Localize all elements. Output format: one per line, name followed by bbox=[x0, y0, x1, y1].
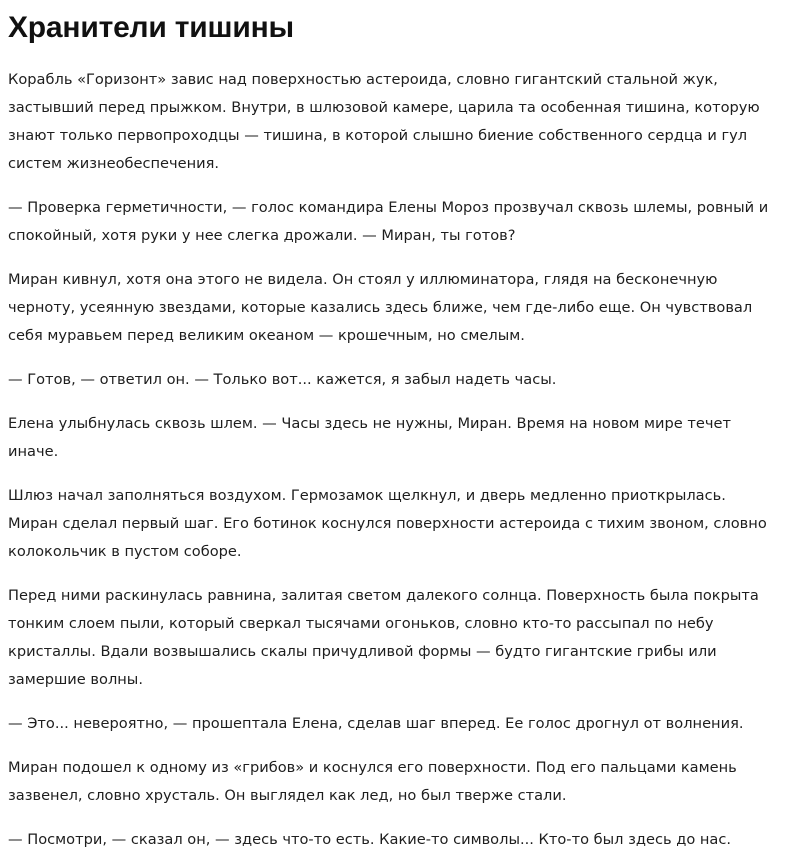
paragraph: Елена улыбнулась сквозь шлем. — Часы здесь не нужны, Миран. Время на новом мире течет иначе. bbox=[8, 415, 731, 460]
paragraph: — Готов, — ответил он. — Только вот... кажется, я забыл надеть часы. bbox=[8, 371, 557, 388]
paragraph: Миран кивнул, хотя она этого не видела. Он стоял у иллюминатора, глядя на бесконечную черноту, усеянную звездами, которые казались здесь ближе, чем где-либо еще. Он чувствовал себя муравьем перед великим океаном — крошечным, но смелым. bbox=[8, 271, 753, 344]
article-title: Хранители тишины bbox=[8, 11, 294, 44]
paragraph: — Посмотри, — сказал он, — здесь что-то есть. Какие-то символы... Кто-то был здесь до нас. bbox=[8, 831, 732, 848]
paragraph: Корабль «Горизонт» завис над поверхностью астероида, словно гигантский стальной жук, застывший перед прыжком. Внутри, в шлюзовой камере, царила та особенная тишина, которую знают только первопроходцы — тишина, в которой слышно биение собственного сердца и гул систем жизнеобеспечения. bbox=[8, 71, 760, 172]
article bbox=[8, 0, 778, 854]
paragraph: — Это... невероятно, — прошептала Елена, сделав шаг вперед. Ее голос дрогнул от волнения. bbox=[8, 715, 744, 732]
paragraph: Миран подошел к одному из «грибов» и коснулся его поверхности. Под его пальцами камень зазвенел, словно хрусталь. Он выглядел как лед, но был тверже стали. bbox=[8, 759, 737, 804]
paragraph: — Проверка герметичности, — голос командира Елены Мороз прозвучал сквозь шлемы, ровный и спокойный, хотя руки у нее слегка дрожали. — Миран, ты готов? bbox=[8, 199, 769, 244]
paragraph: Перед ними раскинулась равнина, залитая светом далекого солнца. Поверхность была покрыта тонким слоем пыли, который сверкал тысячами огоньков, словно кто-то рассыпал по небу кристаллы. Вдали возвышались скалы причудливой формы — будто гигантские грибы или замершие волны. bbox=[8, 587, 759, 688]
paragraph: Шлюз начал заполняться воздухом. Гермозамок щелкнул, и дверь медленно приоткрылась. Миран сделал первый шаг. Его ботинок коснулся поверхности астероида с тихим звоном, словно колокольчик в пустом соборе. bbox=[8, 487, 767, 560]
